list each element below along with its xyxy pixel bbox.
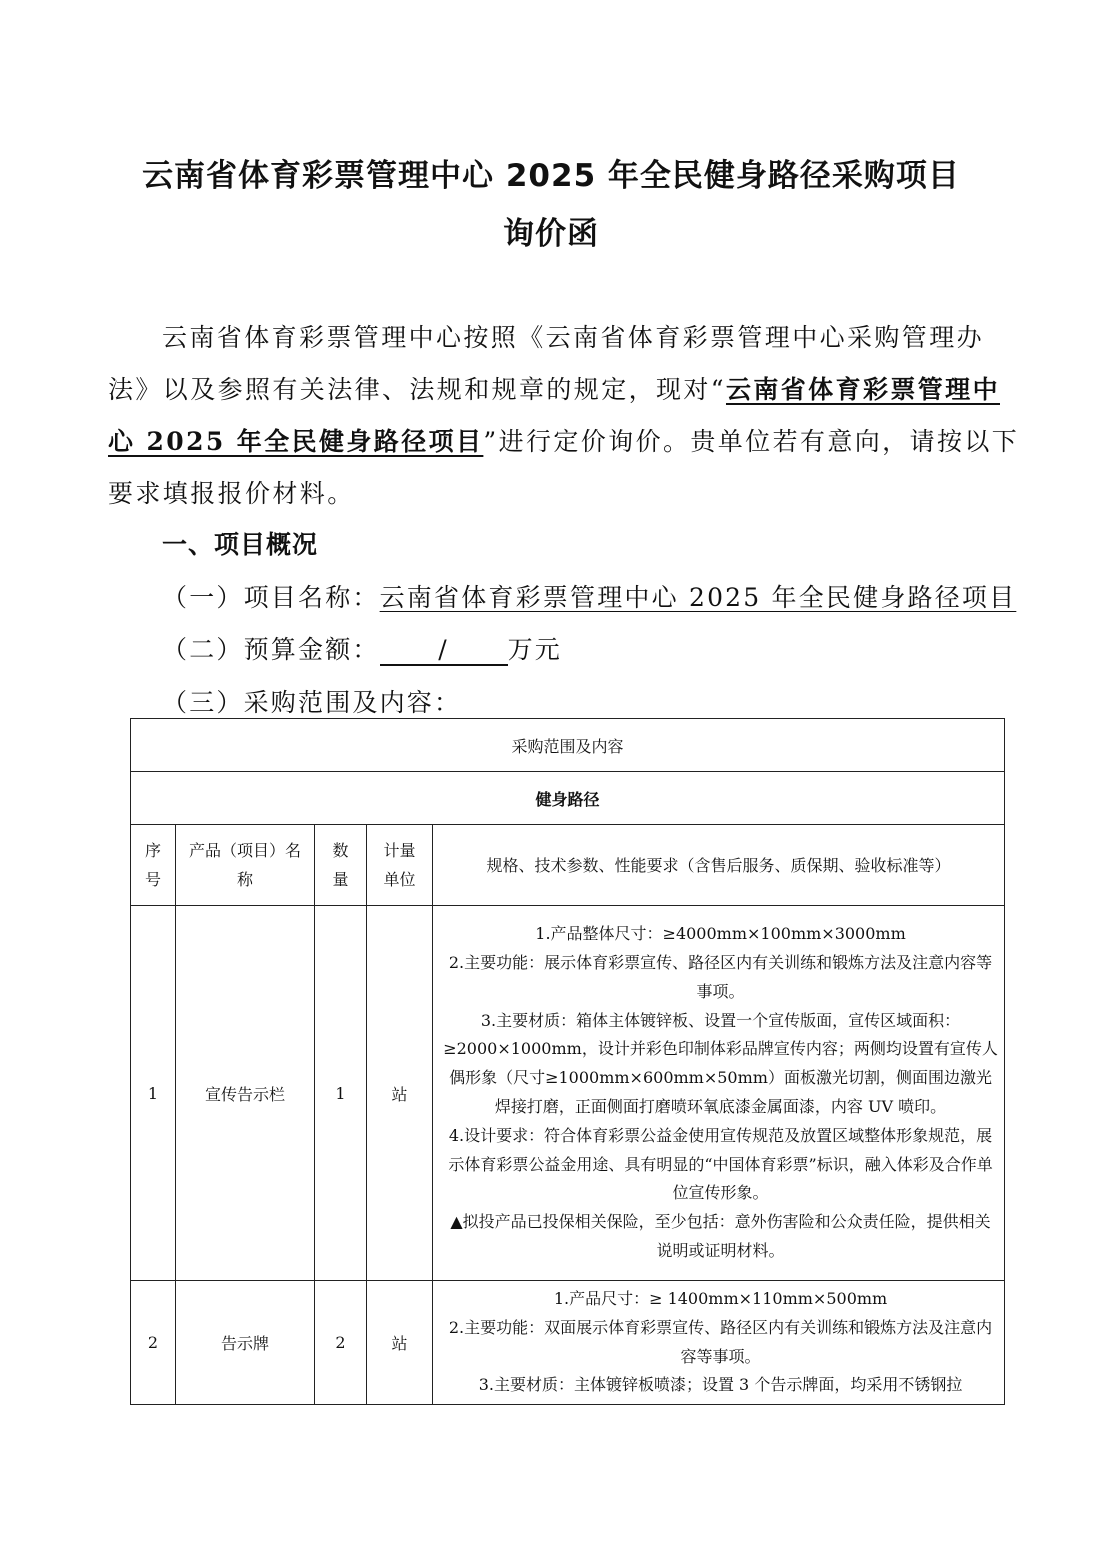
row-name: 宣传告示栏 xyxy=(176,906,315,1281)
project-name-value: 云南省体育彩票管理中心 2025 年全民健身路径项目 xyxy=(379,583,1017,612)
project-name-item xyxy=(162,578,1016,614)
intro-line-4: 要求填报报价材料。 xyxy=(108,479,355,508)
row-spec xyxy=(433,1281,1005,1405)
table-title: 采购范围及内容 xyxy=(131,719,1005,772)
spec-line: 1.产品整体尺寸：≥4000mm×100mm×3000mm xyxy=(535,924,906,944)
table-subtitle: 健身路径 xyxy=(131,772,1005,825)
header-name: 产品（项目）名称 xyxy=(176,825,315,906)
intro-text: ”进行定价询价。贵单位若有意向，请按以下 xyxy=(483,427,1020,456)
header-no: 序号 xyxy=(131,825,176,906)
item-label: （一）项目名称： xyxy=(162,583,380,612)
row-no: 1 xyxy=(131,906,176,1281)
spec-line: 3.主要材质：主体镀锌板喷漆；设置 3 个告示牌面，均采用不锈钢拉 xyxy=(478,1375,963,1395)
budget-item xyxy=(162,630,562,666)
intro-text: 法》以及参照有关法律、法规和规章的规定，现对“ xyxy=(108,375,726,404)
intro-line-2 xyxy=(108,370,1000,406)
row-qty: 1 xyxy=(315,906,367,1281)
document-title-line2: 询价函 xyxy=(503,216,599,252)
scope-item: （三）采购范围及内容： xyxy=(162,688,462,717)
spec-line: 4.设计要求：符合体育彩票公益金使用宣传规范及放置区域整体形象规范，展示体育彩票公益金用途、具有明显的“中国体育彩票”标识，融入体彩及合作单位宣传形象。 xyxy=(448,1125,993,1203)
section-heading-overview: 一、项目概况 xyxy=(162,530,319,559)
budget-value: / xyxy=(380,636,508,666)
table-title-row xyxy=(131,719,1005,772)
spec-line: 2.主要功能：双面展示体育彩票宣传、路径区内有关训练和锻炼方法及注意内容等事项。 xyxy=(448,1317,993,1366)
document-title-line1: 云南省体育彩票管理中心 2025 年全民健身路径采购项目 xyxy=(142,158,960,194)
intro-line-1: 云南省体育彩票管理中心按照《云南省体育彩票管理中心采购管理办 xyxy=(162,323,985,352)
procurement-table xyxy=(130,718,1005,1405)
header-qty: 数量 xyxy=(315,825,367,906)
spec-line: 1.产品尺寸：≥ 1400mm×110mm×500mm xyxy=(553,1289,888,1308)
row-no: 2 xyxy=(131,1281,176,1405)
budget-unit: 万元 xyxy=(507,635,563,664)
table-row xyxy=(131,906,1005,1281)
project-name-highlight: 云南省体育彩票管理中 xyxy=(725,375,1000,404)
row-name: 告示牌 xyxy=(176,1281,315,1405)
row-unit: 站 xyxy=(367,1281,433,1405)
row-unit: 站 xyxy=(367,906,433,1281)
spec-line: ▲拟投产品已投保相关保险，至少包括：意外伤害险和公众责任险，提供相关说明或证明材料。 xyxy=(450,1212,991,1260)
table-subtitle-row xyxy=(131,772,1005,825)
intro-line-3 xyxy=(108,422,1019,458)
table-header-row xyxy=(131,825,1005,906)
spec-line: 3.主要材质：箱体主体镀锌板、设置一个宣传版面，宣传区域面积：≥2000×1000mm，设计并彩色印制体彩品牌宣传内容；两侧均设置有宣传人偶形象（尺寸≥1000mm×600mm×50mm）面板激光切割，侧面围边激光焊接打磨，正面侧面打磨喷环氧底漆金属面漆，内容 UV 喷印。 xyxy=(443,1010,998,1116)
header-spec: 规格、技术参数、性能要求（含售后服务、质保期、验收标准等） xyxy=(433,825,1005,906)
project-name-highlight-cont: 心 2025 年全民健身路径项目 xyxy=(108,427,484,456)
row-spec xyxy=(433,906,1005,1281)
row-qty: 2 xyxy=(315,1281,367,1405)
item-label: （二）预算金额： xyxy=(162,635,380,664)
table-row xyxy=(131,1281,1005,1405)
spec-line: 2.主要功能：展示体育彩票宣传、路径区内有关训练和锻炼方法及注意内容等事项。 xyxy=(448,953,993,1001)
header-unit: 计量单位 xyxy=(367,825,433,906)
